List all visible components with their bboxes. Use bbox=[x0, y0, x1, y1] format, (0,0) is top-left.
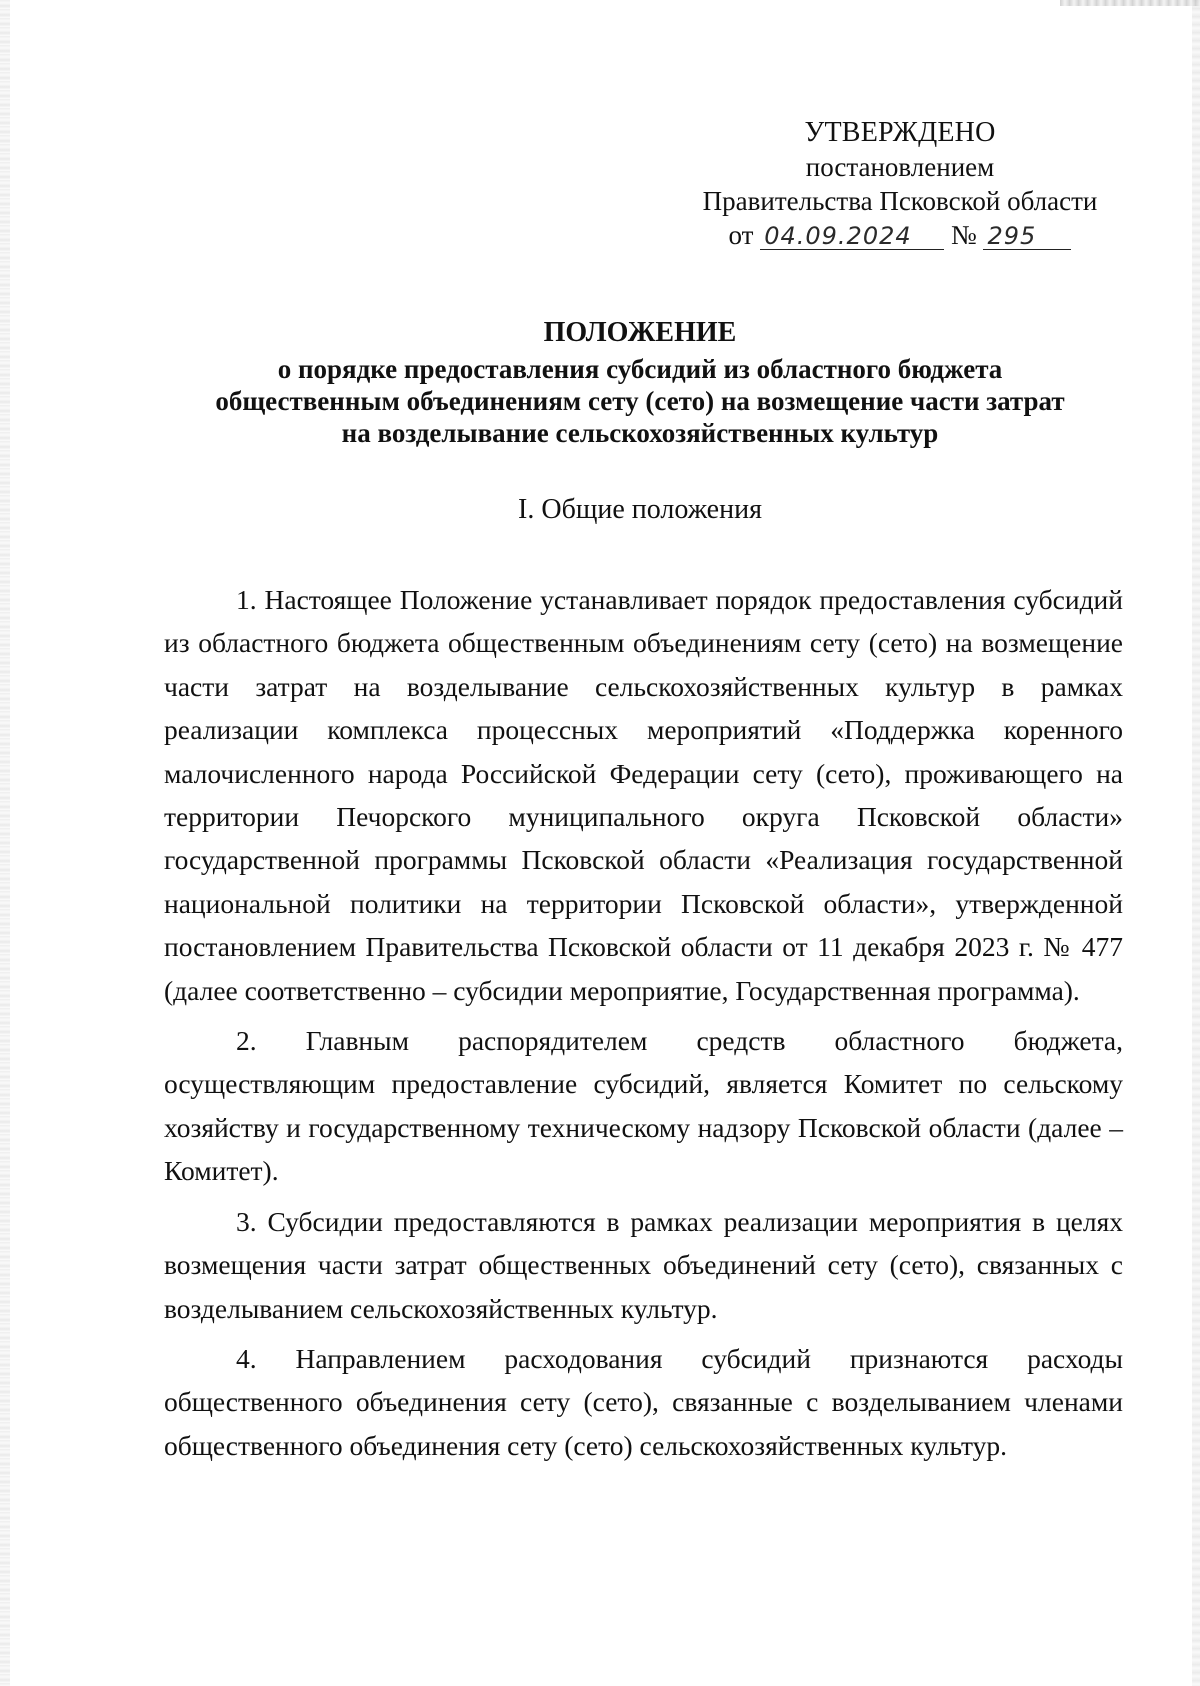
handwritten-number: 295 bbox=[983, 223, 1071, 250]
approval-block bbox=[680, 116, 1120, 252]
date-prefix: от bbox=[728, 220, 754, 250]
title-line-1: о порядке предоставления субсидий из областного бюджета bbox=[277, 354, 1003, 384]
title-line-2: общественным объединениям сету (сето) на возмещение части затрат bbox=[215, 386, 1065, 416]
number-sign: № bbox=[950, 220, 977, 250]
paragraph-2: 2. Главным распорядителем средств областного бюджета, осуществляющим предоставление субсидий, является Комитет по сельскому хозяйству и государственному техническому надзору Псковской области (далее – Комитет). bbox=[164, 1025, 1123, 1187]
approval-by: постановлением bbox=[805, 152, 995, 182]
document-title bbox=[150, 317, 1130, 449]
scan-edge-left bbox=[0, 0, 10, 1686]
scan-corner-artifact bbox=[1060, 0, 1200, 6]
title-main: ПОЛОЖЕНИЕ bbox=[543, 317, 737, 348]
approval-authority: Правительства Псковской области bbox=[702, 186, 1098, 216]
scan-edge-right bbox=[1192, 0, 1200, 1686]
paragraph-4: 4. Направлением расходования субсидий признаются расходы общественного объединения сету (сето), связанные с возделыванием членами общественного объединения сету (сето) сельскохозяйственных культур. bbox=[164, 1342, 1123, 1461]
section-heading: I. Общие положения bbox=[518, 494, 762, 525]
paragraph-1: 1. Настоящее Положение устанавливает порядок предоставления субсидий из областного бюджета общественным объединениям сету (сето) на возмещение части затрат на возделывание сельскохозяйственных культур в рамках реализации комплекса процессных мероприятий «Поддержка коренного малочисленного народа Российской Федерации сету (сето), проживающего на территории Печорского муниципального округа Псковской области» государственной программы Псковской области «Реализация государственной национальной политики на территории Псковской области», утвержденной постановлением Правительства Псковской области от 11 декабря 2023 г. № 477 (далее соответственно – субсидии мероприятие, Государственная программа). bbox=[164, 584, 1123, 1006]
document-body bbox=[164, 578, 1123, 1474]
approval-heading: УТВЕРЖДЕНО bbox=[804, 117, 996, 148]
approval-date-line bbox=[680, 218, 1120, 252]
paragraph-3: 3. Субсидии предоставляются в рамках реализации мероприятия в целях возмещения части затрат общественных объединений сету (сето), связанных с возделыванием сельскохозяйственных культур. bbox=[164, 1205, 1123, 1324]
title-line-3: на возделывание сельскохозяйственных культур bbox=[341, 418, 939, 448]
handwritten-date: 04.09.2024 bbox=[760, 223, 944, 250]
